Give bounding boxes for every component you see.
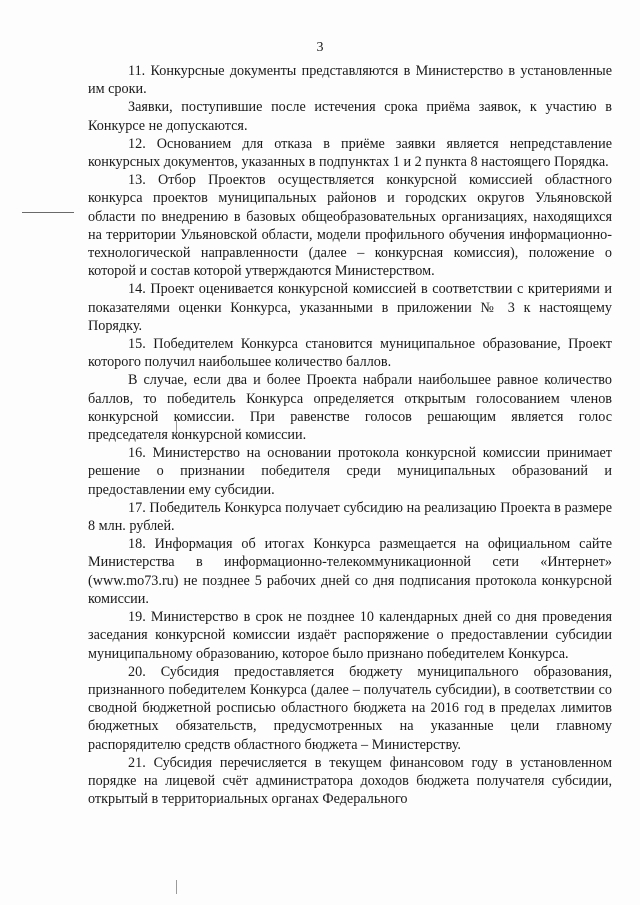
margin-mark (22, 212, 74, 213)
paragraph-11-note: Заявки, поступившие после истечения срока приёма заявок, к участию в Конкурсе не допускаются. (88, 99, 612, 134)
paragraph-21: 21. Субсидия перечисляется в текущем финансовом году в установленном порядке на лицевой счёт администратора доходов бюджета получателя субсидии, открытый в территориальных органах Федерального (88, 754, 612, 808)
paragraph-15: 15. Победителем Конкурса становится муниципальное образование, Проект которого получил наибольшее количество баллов. (88, 336, 612, 371)
paragraph-20: 20. Субсидия предоставляется бюджету муниципального образования, признанного победителем Конкурса (далее – получатель субсидии), в соответствии со сводной бюджетной росписью областного бюджета на 2016 год в пределах лимитов бюджетных обязательств, предусмотренных на указанные цели главному распорядителю средств областного бюджета – Министерству. (88, 663, 612, 753)
paragraph-16: 16. Министерство на основании протокола конкурсной комиссии принимает решение о признании победителя среди муниципальных образований и предоставлении ему субсидии. (88, 445, 612, 498)
document-body (88, 62, 612, 808)
paragraph-18: 18. Информация об итогах Конкурса размещается на официальном сайте Министерства в информационно-телекоммуникационной сети «Интернет» (www.mo73.ru) не позднее 5 рабочих дней со дня подписания протокола конкурсной комиссии. (88, 536, 612, 607)
paragraph-14: 14. Проект оценивается конкурсной комиссией в соответствии с критериями и показателями оценки Конкурса, указанными в приложении № 3 к настоящему Порядку. (88, 281, 612, 334)
paragraph-13: 13. Отбор Проектов осуществляется конкурсной комиссией областного конкурса проектов муниципальных районов и городских округов Ульяновской области по внедрению в базовых общеобразовательных организациях, находящихся на территории Ульяновской области, модели профильного обучения информационно-технологической направленности (далее – конкурсная комиссия), положение о которой и состав которой утверждаются Министерством. (88, 172, 612, 280)
paragraph-19: 19. Министерство в срок не позднее 10 календарных дней со дня проведения заседания конкурсной комиссии издаёт распоряжение о предоставлении субсидии муниципальному образованию, которое было признано победителем Конкурса. (88, 609, 612, 662)
paragraph-12: 12. Основанием для отказа в приёме заявки является непредставление конкурсных документов, указанных в подпунктах 1 и 2 пункта 8 настоящего Порядка. (88, 135, 612, 171)
paragraph-11: 11. Конкурсные документы представляются в Министерство в установленные им сроки. (88, 63, 612, 98)
scan-artifact (176, 880, 177, 894)
paragraph-15-note: В случае, если два и более Проекта набрали наибольшее равное количество баллов, то победитель Конкурса определяется открытым голосованием членов конкурсной комиссии. При равенстве голосов решающим является голос председателя конкурсной комиссии. (88, 372, 612, 444)
paragraph-17: 17. Победитель Конкурса получает субсидию на реализацию Проекта в размере 8 млн. рублей. (88, 499, 612, 535)
page-number: 3 (316, 40, 324, 55)
